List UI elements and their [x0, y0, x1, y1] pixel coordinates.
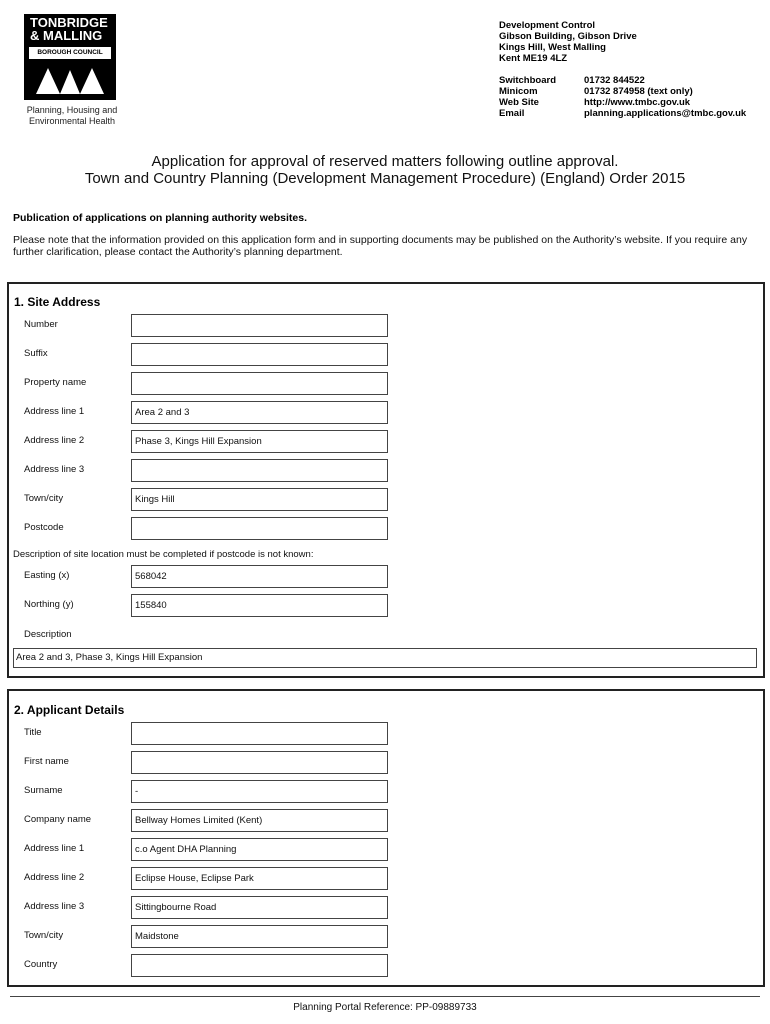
website-link[interactable]: http://www.tmbc.gov.uk [584, 97, 691, 108]
town-city-field[interactable]: Kings Hill [131, 488, 388, 511]
applicant-address-line-1-field[interactable]: c.o Agent DHA Planning [131, 838, 388, 861]
applicant-address-line-2-label: Address line 2 [24, 872, 85, 883]
website-label: Web Site [499, 97, 539, 108]
form-subtitle: Town and Country Planning (Development Management Procedure) (England) Order 2015 [84, 170, 686, 187]
minicom-label: Minicom [499, 86, 538, 97]
address-line-3-field[interactable] [131, 459, 388, 482]
address-line: Gibson Building, Gibson Drive [499, 31, 637, 42]
country-label: Country [24, 959, 58, 970]
suffix-label: Suffix [24, 348, 48, 359]
easting-label: Easting (x) [24, 570, 70, 581]
form-title: Application for approval of reserved matters following outline approval. [151, 153, 619, 170]
applicant-address-line-2-field[interactable]: Eclipse House, Eclipse Park [131, 867, 388, 890]
address-line: Development Control [499, 20, 596, 31]
northing-field[interactable]: 155840 [131, 594, 388, 617]
number-label: Number [24, 319, 58, 330]
first-name-label: First name [24, 756, 69, 767]
caption-line-1: Planning, Housing and [26, 105, 118, 115]
department-caption [4, 105, 140, 127]
title-field[interactable] [131, 722, 388, 745]
applicant-address-line-1-label: Address line 1 [24, 843, 85, 854]
address-line-1-field[interactable]: Area 2 and 3 [131, 401, 388, 424]
description-label: Description [24, 629, 72, 640]
company-name-label: Company name [24, 814, 92, 825]
number-field[interactable] [131, 314, 388, 337]
footer-divider [10, 996, 760, 997]
switchboard-value: 01732 844522 [584, 75, 645, 86]
town-city-label: Town/city [24, 493, 64, 504]
northing-label: Northing (y) [24, 599, 74, 610]
title-label: Title [24, 727, 42, 738]
contact-address [499, 20, 637, 64]
section-title: 2. Applicant Details [14, 703, 125, 717]
publication-note: Please note that the information provided on this application form and in supporting documents may be published on the Authority’s website. If you require any further clarification, please contact the Authority’s planning department. [13, 234, 748, 258]
address-line-2-field[interactable]: Phase 3, Kings Hill Expansion [131, 430, 388, 453]
surname-label: Surname [24, 785, 63, 796]
applicant-address-line-3-field[interactable]: Sittingbourne Road [131, 896, 388, 919]
easting-field[interactable]: 568042 [131, 565, 388, 588]
country-field[interactable] [131, 954, 388, 977]
description-field[interactable]: Area 2 and 3, Phase 3, Kings Hill Expansion [13, 648, 757, 668]
postcode-label: Postcode [24, 522, 64, 533]
council-logo [24, 14, 116, 100]
portal-reference: Planning Portal Reference: PP-09889733 [293, 1002, 477, 1013]
logo-line-1: TONBRIDGE [30, 15, 108, 30]
publication-heading: Publication of applications on planning authority websites. [13, 212, 308, 224]
caption-line-2: Environmental Health [28, 116, 116, 126]
address-line-1-label: Address line 1 [24, 406, 85, 417]
switchboard-label: Switchboard [499, 75, 557, 86]
email-link[interactable]: planning.applications@tmbc.gov.uk [584, 108, 747, 119]
applicant-town-city-field[interactable]: Maidstone [131, 925, 388, 948]
logo-wordmark [24, 16, 116, 42]
address-line: Kings Hill, West Malling [499, 42, 606, 53]
site-address-section [7, 282, 765, 678]
email-label: Email [499, 108, 525, 119]
logo-council-label: BOROUGH COUNCIL [29, 47, 111, 59]
property-name-field[interactable] [131, 372, 388, 395]
address-line-2-label: Address line 2 [24, 435, 85, 446]
logo-line-2: & MALLING [30, 28, 103, 43]
location-note: Description of site location must be completed if postcode is not known: [13, 549, 314, 560]
section-title: 1. Site Address [14, 295, 101, 309]
applicant-town-city-label: Town/city [24, 930, 64, 941]
postcode-field[interactable] [131, 517, 388, 540]
address-line: Kent ME19 4LZ [499, 53, 568, 64]
applicant-details-section [7, 689, 765, 987]
address-line-3-label: Address line 3 [24, 464, 85, 475]
applicant-address-line-3-label: Address line 3 [24, 901, 85, 912]
minicom-value: 01732 874958 (text only) [584, 86, 693, 97]
surname-field[interactable]: - [131, 780, 388, 803]
company-name-field[interactable]: Bellway Homes Limited (Kent) [131, 809, 388, 832]
first-name-field[interactable] [131, 751, 388, 774]
suffix-field[interactable] [131, 343, 388, 366]
property-name-label: Property name [24, 377, 87, 388]
castle-icon [30, 64, 110, 96]
